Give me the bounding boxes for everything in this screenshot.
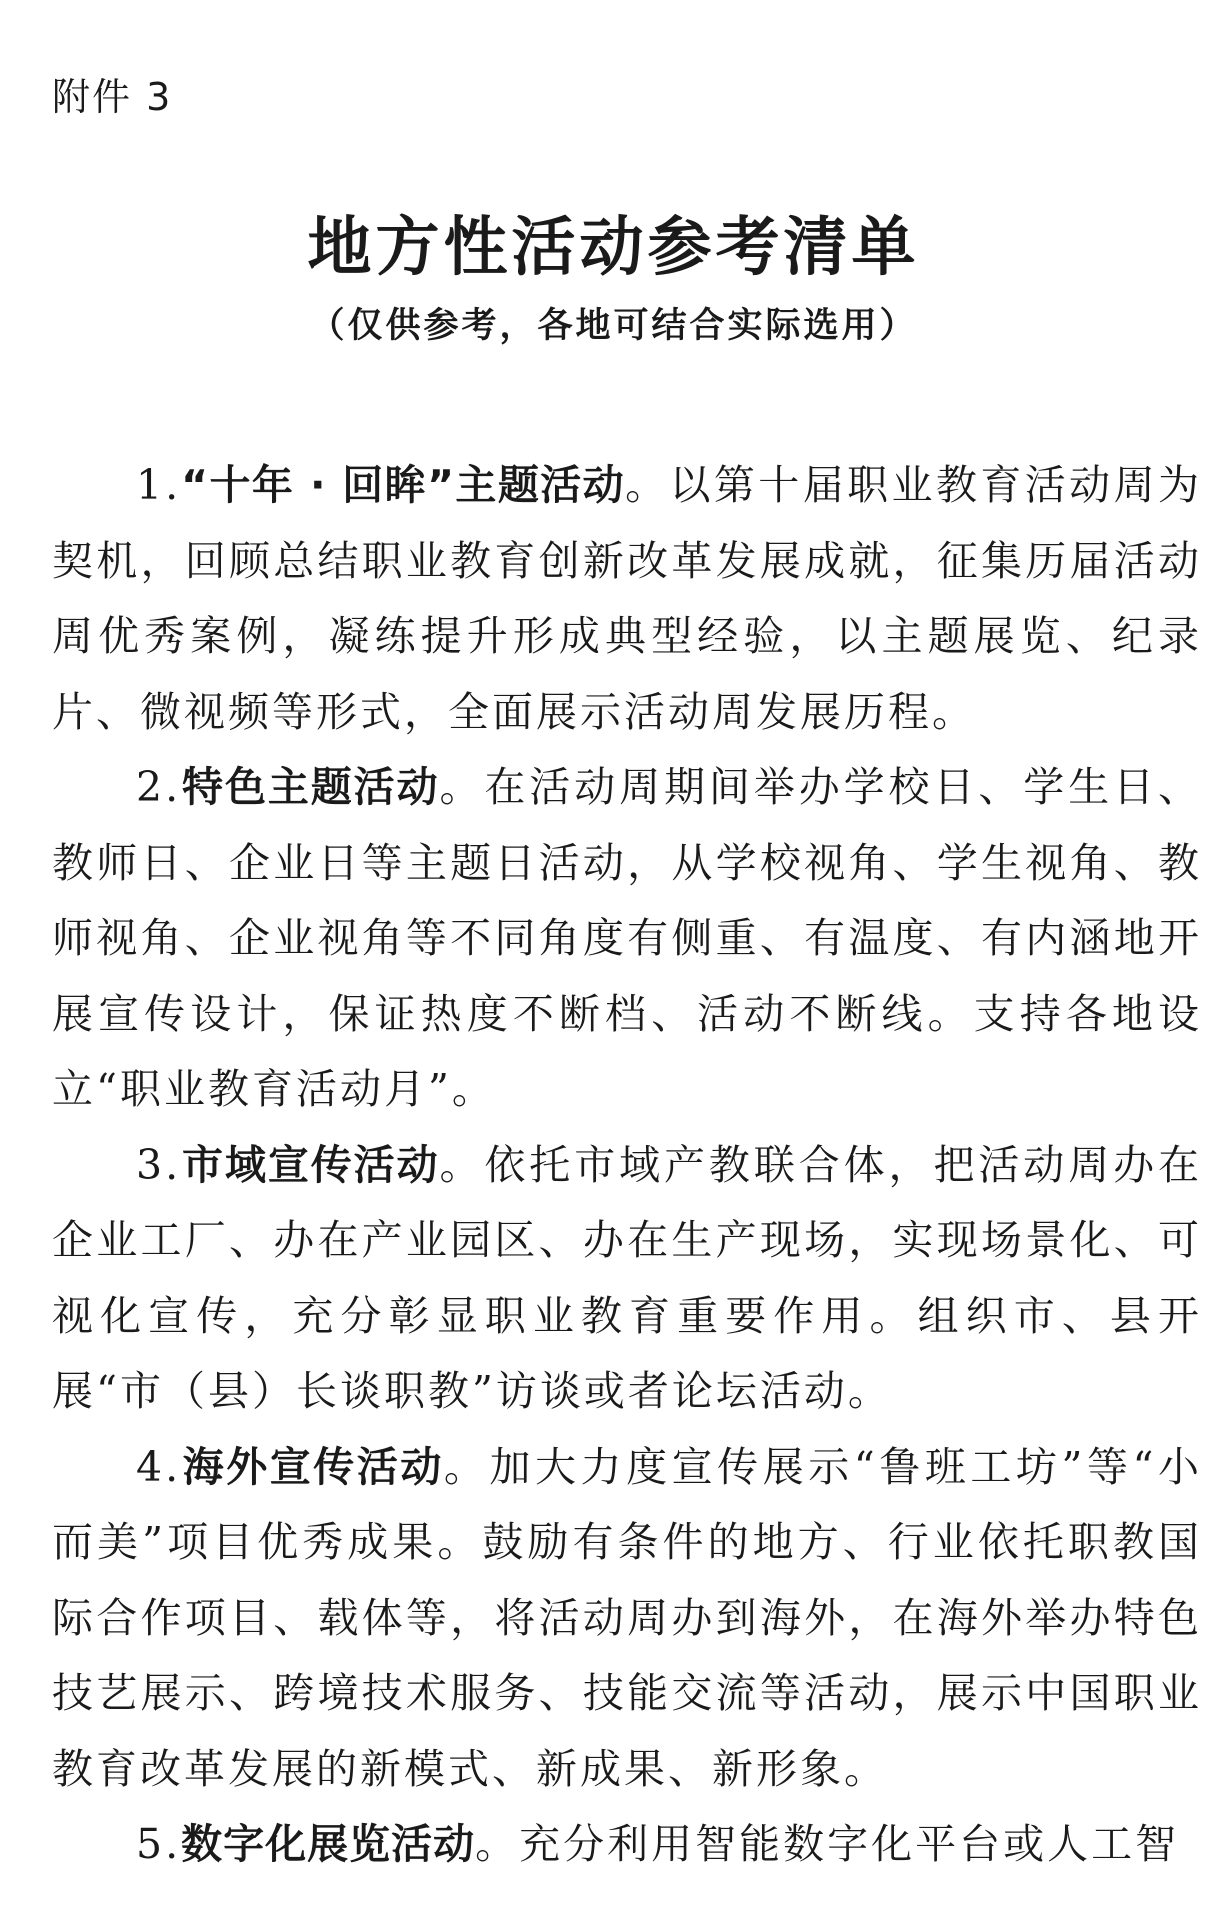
attachment-label: 附件 3 bbox=[52, 75, 173, 119]
item-heading: 市域宣传活动 bbox=[181, 1140, 440, 1189]
item-heading: 特色主题活动 bbox=[181, 763, 440, 811]
item-text: 。以第十届职业教育活动周为契机，回顾总结职业教育创新改革发展成就，征集历届活动周优秀案例，凝练提升形成典型经验，以主题展览、纪录片、微视频等形式，全面展示活动周发展历程。 bbox=[52, 461, 1203, 736]
document-subtitle: （仅供参考，各地可结合实际选用） bbox=[309, 306, 918, 346]
item-heading: “十年 · 回眸”主题活动 bbox=[181, 461, 626, 509]
list-item-2 bbox=[52, 750, 1202, 1128]
list-item-3 bbox=[52, 1128, 1202, 1430]
item-number: 1. bbox=[136, 461, 182, 509]
list-item-4 bbox=[52, 1430, 1202, 1808]
item-number: 3. bbox=[136, 1140, 182, 1189]
item-number: 5. bbox=[136, 1820, 182, 1868]
item-heading: 数字化展览活动 bbox=[181, 1820, 476, 1868]
item-text: 。在活动周期间举办学校日、学生日、教师日、企业日等主题日活动，从学校视角、学生视角、教师视角、企业视角等不同角度有侧重、有温度、有内涵地开展宣传设计，保证热度不断档、活动不断线。支持各地设立“职业教育活动月”。 bbox=[52, 763, 1203, 1113]
list-item-5 bbox=[52, 1807, 1202, 1883]
document-body bbox=[52, 448, 1202, 1883]
item-heading: 海外宣传活动 bbox=[181, 1442, 444, 1491]
item-number: 2. bbox=[136, 763, 182, 811]
item-number: 4. bbox=[136, 1442, 182, 1491]
item-text: 。加大力度宣传展示“鲁班工坊”等“小而美”项目优秀成果。鼓励有条件的地方、行业依托职教国际合作项目、载体等，将活动周办到海外，在海外举办特色技艺展示、跨境技术服务、技能交流等活动，展示中国职业教育改革发展的新模式、新成果、新形象。 bbox=[52, 1442, 1202, 1793]
list-item-1 bbox=[52, 448, 1202, 750]
item-text: 。依托市域产教联合体，把活动周办在企业工厂、办在产业园区、办在生产现场，实现场景化、可视化宣传，充分彰显职业教育重要作用。组织市、县开展“市（县）长谈职教”访谈或者论坛活动。 bbox=[52, 1140, 1203, 1415]
document-title: 地方性活动参考清单 bbox=[307, 210, 920, 285]
item-text: 。充分利用智能数字化平台或人工智 bbox=[475, 1820, 1180, 1868]
